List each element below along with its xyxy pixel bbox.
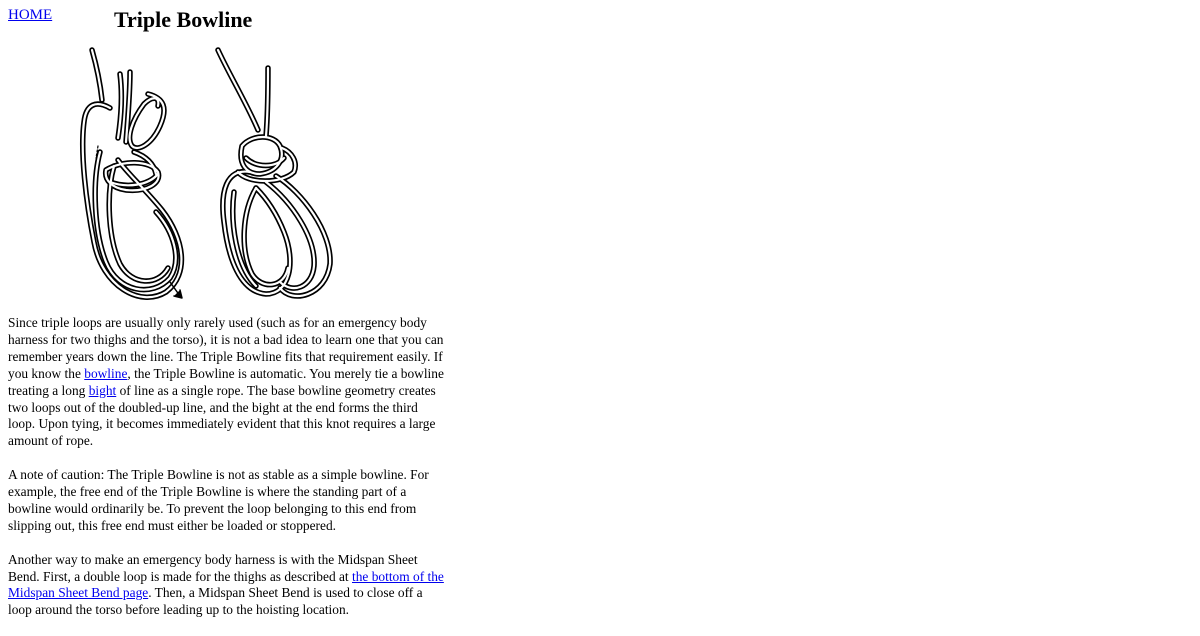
midspan-sheet-bend-link[interactable]: the bottom of the Midspan Sheet Bend page — [8, 568, 444, 601]
triple-bowline-knot-drawing — [70, 42, 355, 304]
paragraph-intro — [8, 315, 448, 450]
page-title: Triple Bowline — [114, 7, 253, 32]
home-link[interactable]: HOME — [8, 7, 53, 23]
paragraph-harness — [8, 552, 448, 620]
bowline-link[interactable]: bowline — [84, 365, 128, 381]
knot-right-drawing — [218, 50, 330, 296]
bight-link[interactable]: bight — [88, 382, 117, 398]
paragraph-text: , the Triple Bowline is automatic. You merely tie a bowline treating a long — [8, 365, 444, 398]
article-body — [8, 315, 448, 636]
paragraph-text: . Then, a Midspan Sheet Bend is used to close off a loop around the torso before leading up to the hoisting location. — [8, 585, 423, 618]
knot-left-drawing — [83, 50, 182, 298]
paragraph-caution: A note of caution: The Triple Bowline is not as stable as a simple bowline. For example, the free end of the Triple Bowline is where the standing part of a bowline would ordinarily be. To prevent the loop belonging to this end from slipping out, this free end must either be loaded or stoppered. — [8, 467, 429, 533]
paragraph-text: of line as a single rope. The base bowline geometry creates two loops out of the doubled-up line, and the bight at the end forms the third loop. Upon tying, it becomes immediately evident that this knot requires a large amount of rope. — [8, 382, 436, 449]
paragraph-text: Another way to make an emergency body harness is with the Midspan Sheet Bend. First, a double loop is made for the thighs as described at — [8, 551, 418, 584]
paragraph-text: Since triple loops are usually only rarely used (such as for an emergency body harness for two thighs and the torso), it is not a bad idea to learn one that you can remember years down the line. The Triple Bowline fits that requirement easily. If you know the — [8, 315, 444, 381]
